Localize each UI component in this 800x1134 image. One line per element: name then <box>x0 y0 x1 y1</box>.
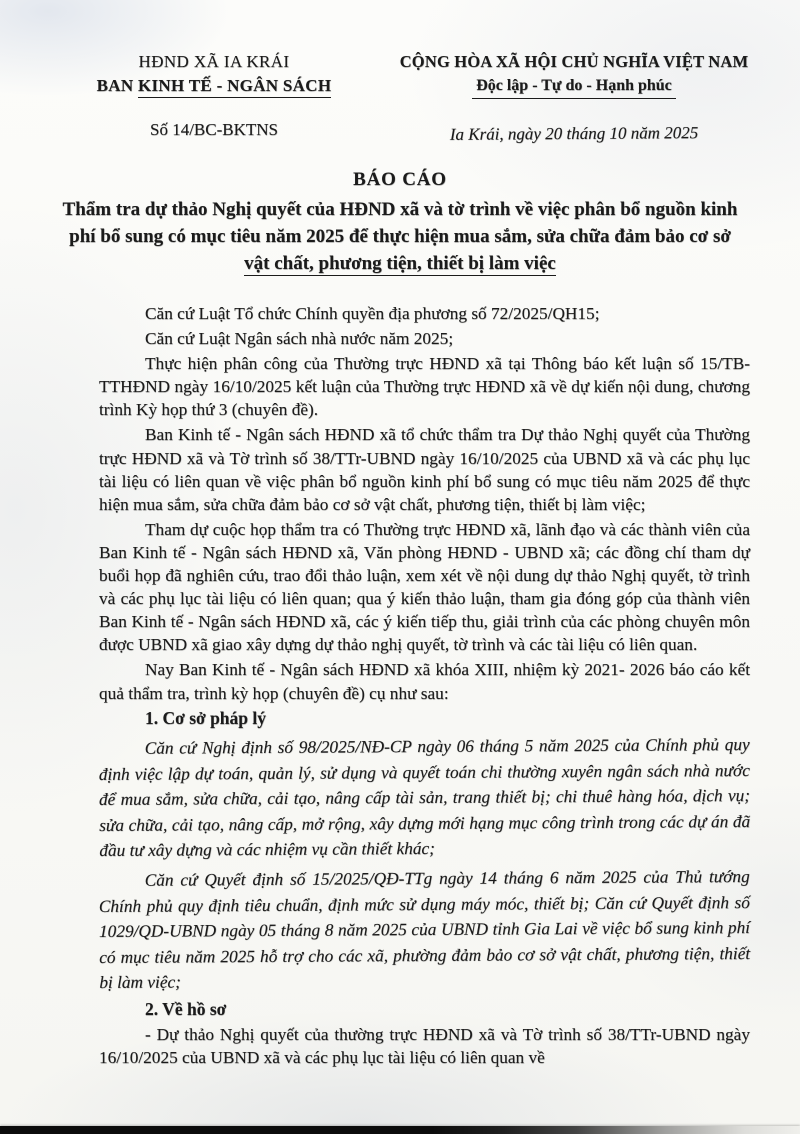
national-motto-wrap <box>376 72 772 99</box>
national-header-block <box>376 52 772 144</box>
issuing-org-block <box>52 52 376 144</box>
document-body <box>99 302 750 1069</box>
document-type-label: BÁO CÁO <box>353 169 447 190</box>
paragraph-document-list: - Dự thảo Nghị quyết của thường trực HĐND xã và Tờ trình số 38/TTr-UBND ngày 16/10/2025 của UBND xã và các phụ lục tài liệu có liên quan về <box>99 1024 750 1067</box>
section-heading-documents: 2. Về hồ sơ <box>145 998 227 1019</box>
document-title <box>56 196 744 277</box>
national-motto: Độc lập - Tự do - Hạnh phúc <box>472 77 676 99</box>
place-date-line: Ia Krái, ngày 20 tháng 10 năm 2025 <box>449 123 699 144</box>
document-title-block <box>0 169 800 277</box>
org-department-name <box>52 76 376 96</box>
document-header <box>0 0 800 144</box>
document-title-main: Thẩm tra dự thảo Nghị quyết của HĐND xã và tờ trình về việc phân bổ nguồn kinh phí bổ sung có mục tiêu năm 2025 để thực hiện mua sắm, sửa chữa đảm bảo cơ sở <box>62 199 738 247</box>
org-department-prefix: BAN <box>96 76 138 95</box>
paragraph-decree-98: Căn cứ Nghị định số 98/2025/NĐ-CP ngày 06 tháng 5 năm 2025 của Chính phủ quy định việc lập dự toán, quản lý, sử dụng và quyết toán chi thường xuyên ngân sách nhà nước để mua sắm, sửa chữa, cải tạo, nâng cấp tài sản, trang thiết bị; chi thuê hàng hóa, dịch vụ; sửa chữa, cải tạo, nâng cấp, mở rộng, xây dựng mới hạng mục công trình trong các dự án đã đầu tư xây dựng và các nhiệm vụ cần thiết khác; <box>98 734 751 861</box>
national-title: CỘNG HÒA XÃ HỘI CHỦ NGHĨA VIỆT NAM <box>399 52 749 71</box>
paragraph-review-scope: Ban Kinh tế - Ngân sách HĐND xã tổ chức thẩm tra Dự thảo Nghị quyết của Thường trực HĐND xã và Tờ trình số 38/TTr-UBND ngày 16/10/2025 của UBND xã và các phụ lục tài liệu có liên quan về việc phân bổ nguồn kinh phí bổ sung có mục tiêu năm 2025 để thực hiện mua sắm, sửa chữa đảm bảo cơ sở vật chất, phương tiện, thiết bị làm việc; <box>99 425 750 514</box>
paragraph-meeting-attendance: Tham dự cuộc họp thẩm tra có Thường trực HĐND xã, lãnh đạo và các thành viên của Ban Kinh tế - Ngân sách HĐND xã, Văn phòng HĐND - UBND xã; các đồng chí tham dự buổi họp đã nghiên cứu, trao đổi thảo luận, xem xét về nội dung dự thảo Nghị quyết, tờ trình và các phụ lục tài liệu có liên quan; qua ý kiến thảo luận, tham gia đóng góp của thành viên Ban Kinh tế - Ngân sách HĐND xã, các ý kiến tiếp thu, giải trình của các phòng chuyên môn được UBND xã giao xây dựng dự thảo nghị quyết, tờ trình và các tài liệu có liên quan. <box>99 519 750 655</box>
paragraph-decision-15-1029: Căn cứ Quyết định số 15/2025/QĐ-TTg ngày 14 tháng 6 năm 2025 của Thủ tướng Chính phủ quy định tiêu chuẩn, định mức sử dụng máy móc, thiết bị; Căn cứ Quyết định số 1029/QD-UBND ngày 05 tháng 8 năm 2025 của UBND tỉnh Gia Lai về việc bổ sung kinh phí có mục tiêu năm 2025 hỗ trợ cho các xã, phường đảm bảo cơ sở vật chất, phương tiện, thiết bị làm việc; <box>98 866 751 993</box>
scan-edge-artifact <box>0 1126 800 1134</box>
document-number: Số 14/BC-BKTNS <box>150 120 278 139</box>
paragraph-legal-basis-2: Căn cứ Luật Ngân sách nhà nước năm 2025; <box>145 329 454 349</box>
paragraph-assignment: Thực hiện phân công của Thường trực HĐND xã tại Thông báo kết luận số 15/TB-TTHĐND ngày 16/10/2025 kết luận của Thường trực HĐND xã về dự kiến nội dung, chương trình Kỳ họp thứ 3 (chuyên đề). <box>99 354 750 420</box>
org-parent-name: HĐND XÃ IA KRÁI <box>138 52 290 71</box>
section-heading-legal-basis: 1. Cơ sở pháp lý <box>145 707 267 728</box>
paragraph-legal-basis-1: Căn cứ Luật Tổ chức Chính quyền địa phương số 72/2025/QH15; <box>145 304 600 323</box>
org-department-underlined: KINH TẾ - NGÂN SÁCH <box>138 76 331 98</box>
document-title-underlined: vật chất, phương tiện, thiết bị làm việc <box>244 253 556 274</box>
paragraph-report-intro: Nay Ban Kinh tế - Ngân sách HĐND xã khóa XIII, nhiệm kỳ 2021- 2026 báo cáo kết quả thẩm tra, trình kỳ họp (chuyên đề) cụ như sau: <box>99 660 750 703</box>
